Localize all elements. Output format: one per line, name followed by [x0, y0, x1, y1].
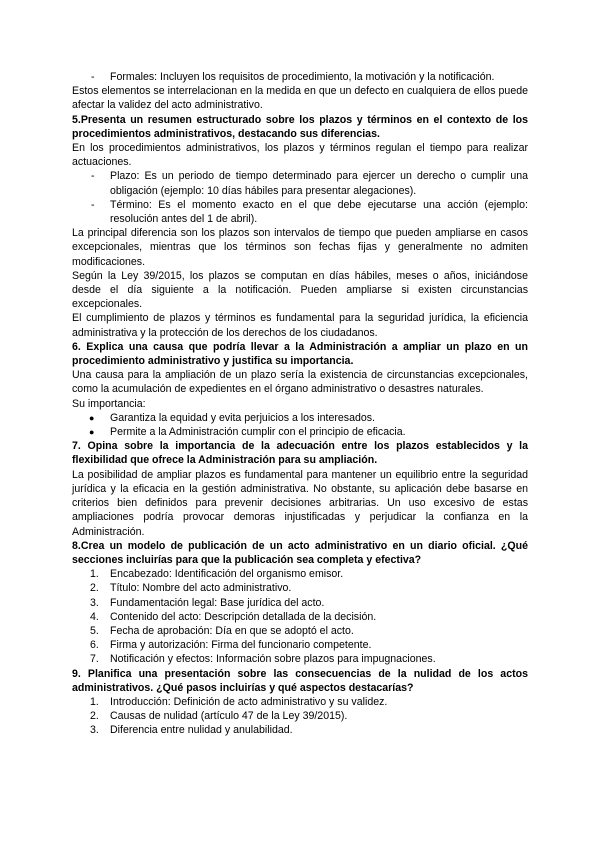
paragraph: El cumplimiento de plazos y términos es fundamental para la seguridad jurídica, la eficiencia administrativa y la protección de los derechos de los ciudadanos. [72, 312, 528, 339]
list-number: 6. [90, 639, 99, 652]
question-heading: 6. Explica una causa que podría llevar a la Administración a ampliar un plazo en un procedimiento administrativo y justifica su importancia. [72, 340, 528, 368]
paragraph: En los procedimientos administrativos, los plazos y términos regulan el tiempo para realizar actuaciones. [72, 142, 528, 169]
list-number: 7. [90, 653, 99, 666]
list-item: 1. Introducción: Definición de acto administrativo y su validez. [90, 695, 388, 708]
paragraph: Según la Ley 39/2015, los plazos se computan en días hábiles, meses o años, iniciándose desde el día siguiente a la notificación. Pueden ampliarse si existen circunstancias excepcionales. [72, 269, 528, 311]
list-item: 7. Notificación y efectos: Información sobre plazos para impugnaciones. [90, 653, 436, 666]
question-heading: 9. Planifica una presentación sobre las consecuencias de la nulidad de los actos administrativos. ¿Qué pasos incluirías y qué aspectos destacarías? [72, 667, 528, 694]
list-number: 2. [90, 582, 99, 595]
list-number: 2. [90, 710, 99, 723]
list-item: 2. Causas de nulidad (artículo 47 de la Ley 39/2015). [90, 710, 348, 723]
list-item: 6. Firma y autorización: Firma del funcionario competente. [90, 639, 372, 652]
bullet-list [72, 411, 528, 439]
list-item: 5. Fecha de aprobación: Día en que se adoptó el acto. [90, 624, 354, 637]
numbered-list [72, 567, 528, 666]
list-number: 3. [90, 596, 99, 609]
list-item: ● Garantiza la equidad y evita perjuicios a los interesados. [89, 411, 375, 424]
paragraph: Una causa para la ampliación de un plazo sería la existencia de circunstancias excepcionales, como la acumulación de expedientes en el órgano administrativo o desastres naturales. [72, 369, 528, 396]
paragraph: La principal diferencia son los plazos son intervalos de tiempo que pueden ampliarse en casos excepcionales, mientras que los términos son fechas fijas y generalmente no admiten modificaciones. [72, 227, 528, 268]
list-item: 4. Contenido del acto: Descripción detallada de la decisión. [90, 610, 377, 623]
list-number: 3. [90, 724, 99, 737]
list-item: 3. Diferencia entre nulidad y anulabilidad. [90, 724, 293, 737]
list-number: 4. [90, 610, 99, 623]
question-heading: 7. Opina sobre la importancia de la adecuación entre los plazos establecidos y la flexibilidad que ofrece la Administración para su ampliación. [72, 440, 528, 467]
list-item: 1. Encabezado: Identificación del organismo emisor. [90, 568, 344, 581]
paragraph: Estos elementos se interrelacionan en la medida en que un defecto en cualquiera de ellos puede afectar la validez del acto administrativo. [72, 85, 528, 112]
dash-marker: - [91, 198, 95, 211]
paragraph: Su importancia: [72, 397, 146, 410]
question-heading: 8.Crea un modelo de publicación de un acto administrativo en un diario oficial. ¿Qué secciones incluirías para que la publicación sea completa y efectiva? [72, 539, 528, 566]
list-item: - Término: Es el momento exacto en el que debe ejecutarse una acción (ejemplo: resolución antes del 1 de abril). [91, 198, 528, 226]
list-number: 1. [90, 568, 99, 581]
bullet-icon: ● [89, 412, 95, 423]
document-body [72, 70, 528, 738]
list-item: ● Permite a la Administración cumplir con el principio de eficacia. [89, 426, 406, 439]
list-number: 5. [90, 624, 99, 637]
dash-list [72, 70, 528, 84]
list-item: - Formales: Incluyen los requisitos de procedimiento, la motivación y la notificación. [91, 71, 495, 83]
paragraph: La posibilidad de ampliar plazos es fundamental para mantener un equilibrio entre la seguridad jurídica y la eficacia en la gestión administrativa. No obstante, su aplicación debe basarse en criterios bien definidos para prevenir decisiones arbitrarias. Un uso excesivo de estas ampliaciones podría provocar demoras injustificadas y perjudicar la confianza en la Administración. [72, 468, 528, 538]
list-number: 1. [90, 695, 99, 708]
dash-marker: - [91, 170, 95, 183]
list-item: 2. Título: Nombre del acto administrativo. [90, 582, 292, 595]
question-heading: 5.Presenta un resumen estructurado sobre los plazos y términos en el contexto de los procedimientos administrativos, destacando sus diferencias. [72, 113, 528, 140]
dash-marker: - [91, 71, 95, 83]
dash-list [72, 169, 528, 226]
list-item: - Plazo: Es un periodo de tiempo determinado para ejercer un derecho o cumplir una obligación (ejemplo: 10 días hábiles para presentar alegaciones). [91, 170, 528, 197]
list-item: 3. Fundamentación legal: Base jurídica del acto. [90, 596, 325, 609]
numbered-list [72, 695, 528, 738]
bullet-icon: ● [89, 427, 95, 438]
